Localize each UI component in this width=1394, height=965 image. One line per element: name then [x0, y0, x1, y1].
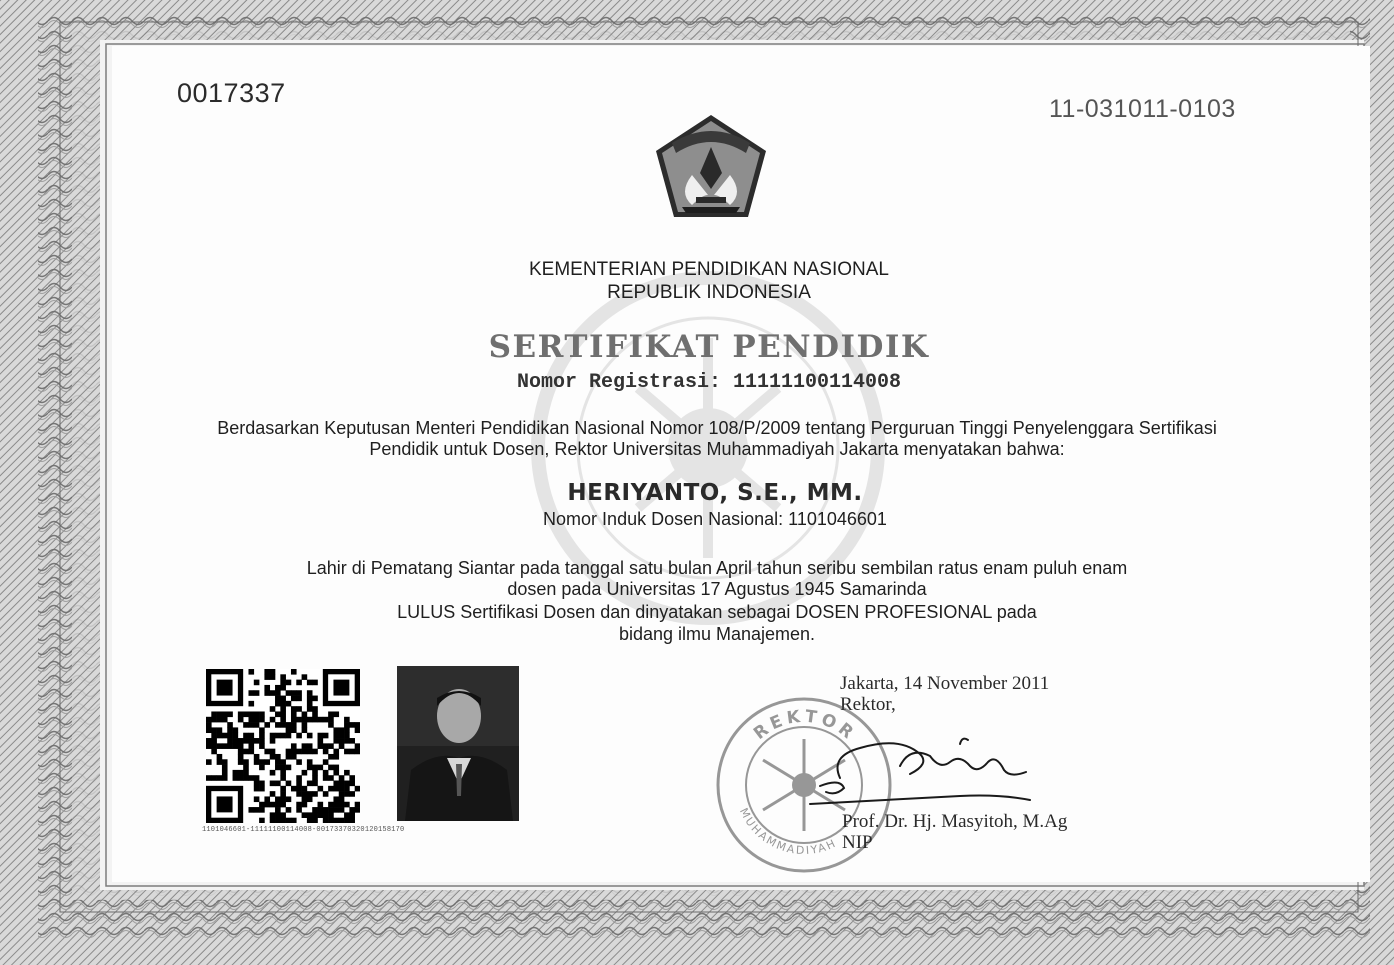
- ministry-name: KEMENTERIAN PENDIDIKAN NASIONAL: [528, 259, 890, 280]
- decree-text-line1: Berdasarkan Keputusan Menteri Pendidikan Nasional Nomor 108/P/2009 tentang Perguruan Tinggi Penyelenggara Sertifikasi: [217, 418, 1217, 438]
- stamp-text-bottom: MUHAMMADIYAH: [736, 806, 839, 858]
- serial-number-left: 0017337: [177, 78, 286, 108]
- certificate-title: SERTIFIKAT PENDIDIK: [488, 329, 930, 365]
- country-name: REPUBLIK INDONESIA: [607, 282, 811, 303]
- qr-code: [206, 669, 360, 823]
- signer-nip: NIP: [842, 832, 873, 853]
- qr-caption: 1101046601-11111100114008-00173370320120158170: [202, 826, 405, 834]
- registration-number: Nomor Registrasi: 11111100114008: [516, 371, 902, 394]
- serial-number-right: 11-031011-0103: [1049, 95, 1236, 123]
- stamp-text-top: REKTOR: [750, 706, 860, 746]
- signing-place-date: Jakarta, 14 November 2011: [840, 673, 1050, 694]
- decree-text-line2: Pendidik untuk Dosen, Rektor Universitas Muhammadiyah Jakarta menyatakan bahwa:: [369, 439, 1065, 459]
- holder-name: HERIYANTO, S.E., MM.: [567, 480, 863, 506]
- lecturer-id-number: Nomor Induk Dosen Nasional: 1101046601: [543, 509, 887, 529]
- signer-name: Prof. Dr. Hj. Masyitoh, M.Ag: [842, 811, 1068, 832]
- birth-statement: Lahir di Pematang Siantar pada tanggal satu bulan April tahun seribu sembilan ratus enam puluh enam: [306, 558, 1128, 578]
- rector-signature: [800, 726, 1040, 816]
- field-of-study: bidang ilmu Manajemen.: [618, 624, 816, 644]
- signer-role: Rektor,: [840, 694, 896, 715]
- certification-status: LULUS Sertifikasi Dosen dan dinyatakan sebagai DOSEN PROFESIONAL pada: [397, 602, 1037, 622]
- lecturer-statement: dosen pada Universitas 17 Agustus 1945 Samarinda: [507, 579, 927, 599]
- holder-photo: [397, 666, 519, 821]
- tut-wuri-handayani-emblem: [652, 113, 770, 223]
